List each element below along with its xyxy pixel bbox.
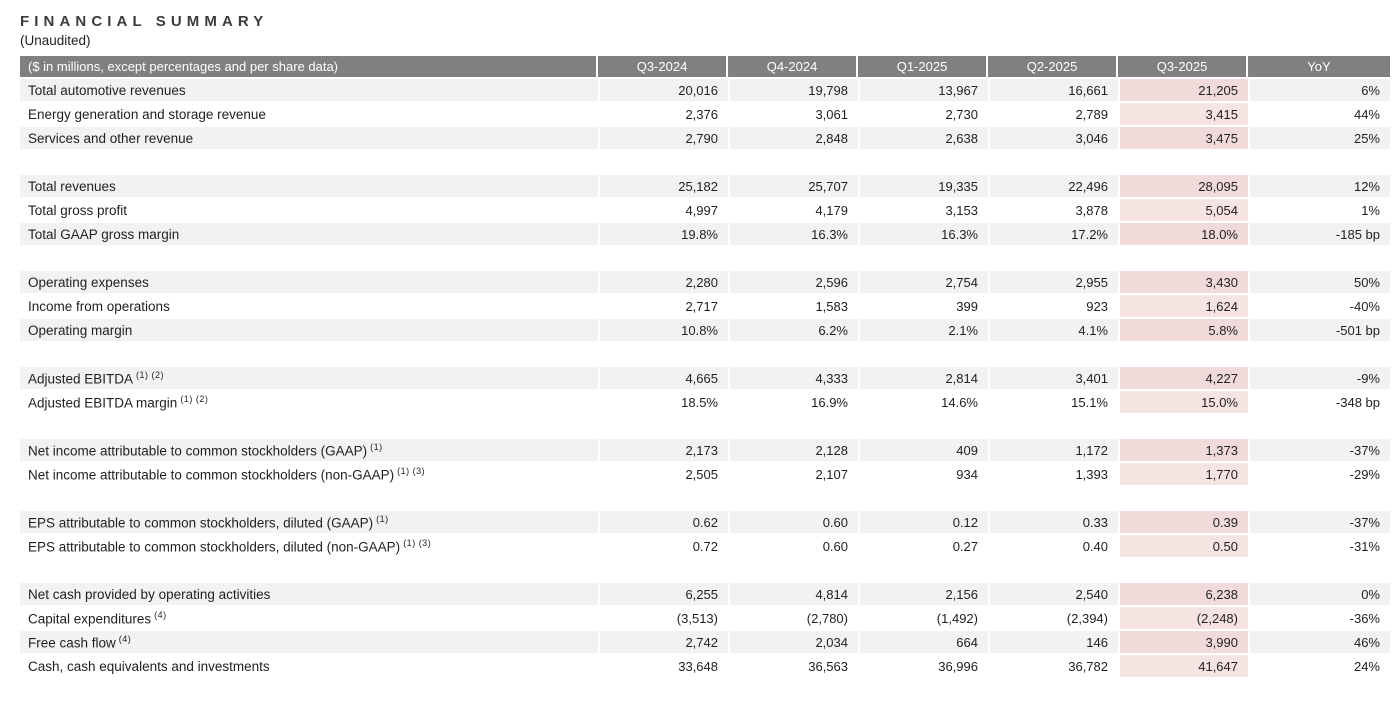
table-row <box>20 463 1390 487</box>
row-label: Net income attributable to common stockholders (non-GAAP) $^{(1) (3)}$ <box>20 463 598 487</box>
value-cell: 0.40 <box>988 535 1118 559</box>
footnote-reference: (1) (2) <box>136 369 165 380</box>
value-cell: 22,496 <box>988 175 1118 199</box>
value-cell: 2,173 <box>598 439 728 463</box>
yoy-value-cell: -40% <box>1248 295 1390 319</box>
financial-table-body <box>20 79 1390 679</box>
value-cell: 4,997 <box>598 199 728 223</box>
table-row <box>20 607 1390 631</box>
yoy-value-cell: -37% <box>1248 511 1390 535</box>
value-cell: 19.8% <box>598 223 728 247</box>
footnote-reference: (1) (3) <box>403 537 432 548</box>
value-cell: (3,513) <box>598 607 728 631</box>
value-cell: 0.27 <box>858 535 988 559</box>
value-cell: 1,172 <box>988 439 1118 463</box>
value-cell: 13,967 <box>858 79 988 103</box>
value-cell: 2,638 <box>858 127 988 151</box>
footnote-reference: (1) (2) <box>180 393 209 404</box>
value-cell: 934 <box>858 463 988 487</box>
page-subtitle: (Unaudited) <box>20 33 91 48</box>
value-cell: 409 <box>858 439 988 463</box>
value-cell: 19,335 <box>858 175 988 199</box>
value-cell: 3,430 <box>1118 271 1248 295</box>
value-cell: 2,717 <box>598 295 728 319</box>
yoy-value-cell: 24% <box>1248 655 1390 679</box>
value-cell: 2,034 <box>728 631 858 655</box>
row-label: Adjusted EBITDA $^{(1) (2)}$ <box>20 367 598 391</box>
row-label: EPS attributable to common stockholders, diluted (non-GAAP) $^{(1) (3)}$ <box>20 535 598 559</box>
row-label: Energy generation and storage revenue <box>20 103 598 127</box>
table-row <box>20 631 1390 655</box>
yoy-value-cell: 50% <box>1248 271 1390 295</box>
footnote-reference: (4) <box>154 609 167 620</box>
value-cell: 41,647 <box>1118 655 1248 679</box>
yoy-value-cell: -9% <box>1248 367 1390 391</box>
value-cell: 16.9% <box>728 391 858 415</box>
row-label: Net income attributable to common stockholders (GAAP) $^{(1)}$ <box>20 439 598 463</box>
table-row <box>20 295 1390 319</box>
value-cell: 923 <box>988 295 1118 319</box>
table-row <box>20 535 1390 559</box>
value-cell: 18.0% <box>1118 223 1248 247</box>
table-row <box>20 319 1390 343</box>
value-cell: 0.39 <box>1118 511 1248 535</box>
value-cell: (2,394) <box>988 607 1118 631</box>
row-label: Total automotive revenues <box>20 79 598 103</box>
value-cell: 2,156 <box>858 583 988 607</box>
value-cell: 1,583 <box>728 295 858 319</box>
value-cell: 3,878 <box>988 199 1118 223</box>
value-cell: 2,789 <box>988 103 1118 127</box>
header-col-q3-2025: Q3-2025 <box>1118 56 1248 79</box>
yoy-value-cell: -31% <box>1248 535 1390 559</box>
value-cell: 0.33 <box>988 511 1118 535</box>
value-cell: 4,333 <box>728 367 858 391</box>
value-cell: 2,540 <box>988 583 1118 607</box>
value-cell: 664 <box>858 631 988 655</box>
footnote-reference: (1) <box>370 441 383 452</box>
value-cell: 36,782 <box>988 655 1118 679</box>
group-spacer-row <box>20 343 1390 367</box>
table-row <box>20 367 1390 391</box>
value-cell: 2,848 <box>728 127 858 151</box>
row-label: Capital expenditures $^{(4)}$ <box>20 607 598 631</box>
yoy-value-cell: 44% <box>1248 103 1390 127</box>
row-label: Operating expenses <box>20 271 598 295</box>
row-label: Adjusted EBITDA margin $^{(1) (2)}$ <box>20 391 598 415</box>
value-cell: 6.2% <box>728 319 858 343</box>
value-cell: 1,393 <box>988 463 1118 487</box>
yoy-value-cell: -36% <box>1248 607 1390 631</box>
value-cell: 0.50 <box>1118 535 1248 559</box>
header-col-q1-2025: Q1-2025 <box>858 56 988 79</box>
value-cell: 2,128 <box>728 439 858 463</box>
value-cell: 16.3% <box>728 223 858 247</box>
row-label: EPS attributable to common stockholders, diluted (GAAP) $^{(1)}$ <box>20 511 598 535</box>
value-cell: 2,742 <box>598 631 728 655</box>
value-cell: 2,376 <box>598 103 728 127</box>
value-cell: 25,182 <box>598 175 728 199</box>
yoy-value-cell: -185 bp <box>1248 223 1390 247</box>
value-cell: 10.8% <box>598 319 728 343</box>
financial-summary-table <box>20 56 1390 679</box>
yoy-value-cell: 6% <box>1248 79 1390 103</box>
table-row <box>20 175 1390 199</box>
yoy-value-cell: 0% <box>1248 583 1390 607</box>
yoy-value-cell: 25% <box>1248 127 1390 151</box>
yoy-value-cell: 1% <box>1248 199 1390 223</box>
value-cell: 33,648 <box>598 655 728 679</box>
header-units-label: ($ in millions, except percentages and per share data) <box>20 56 598 79</box>
yoy-value-cell: -501 bp <box>1248 319 1390 343</box>
row-label: Operating margin <box>20 319 598 343</box>
value-cell: 1,770 <box>1118 463 1248 487</box>
value-cell: 1,373 <box>1118 439 1248 463</box>
table-row <box>20 103 1390 127</box>
value-cell: 3,046 <box>988 127 1118 151</box>
value-cell: 3,475 <box>1118 127 1248 151</box>
value-cell: (1,492) <box>858 607 988 631</box>
table-row <box>20 79 1390 103</box>
value-cell: 4,814 <box>728 583 858 607</box>
value-cell: 16,661 <box>988 79 1118 103</box>
yoy-value-cell: 12% <box>1248 175 1390 199</box>
value-cell: 2,790 <box>598 127 728 151</box>
value-cell: 2,107 <box>728 463 858 487</box>
value-cell: 1,624 <box>1118 295 1248 319</box>
header-col-q2-2025: Q2-2025 <box>988 56 1118 79</box>
value-cell: 36,996 <box>858 655 988 679</box>
row-label: Total GAAP gross margin <box>20 223 598 247</box>
table-row <box>20 199 1390 223</box>
group-spacer-row <box>20 151 1390 175</box>
value-cell: 36,563 <box>728 655 858 679</box>
value-cell: 0.62 <box>598 511 728 535</box>
table-row <box>20 511 1390 535</box>
value-cell: 2,754 <box>858 271 988 295</box>
table-row <box>20 271 1390 295</box>
table-row <box>20 655 1390 679</box>
yoy-value-cell: -348 bp <box>1248 391 1390 415</box>
yoy-value-cell: -37% <box>1248 439 1390 463</box>
table-row <box>20 127 1390 151</box>
value-cell: 399 <box>858 295 988 319</box>
value-cell: 3,990 <box>1118 631 1248 655</box>
group-spacer-row <box>20 415 1390 439</box>
table-row <box>20 583 1390 607</box>
value-cell: 2,280 <box>598 271 728 295</box>
value-cell: 3,401 <box>988 367 1118 391</box>
value-cell: 4,227 <box>1118 367 1248 391</box>
value-cell: 16.3% <box>858 223 988 247</box>
table-row <box>20 223 1390 247</box>
value-cell: 2,505 <box>598 463 728 487</box>
value-cell: 146 <box>988 631 1118 655</box>
value-cell: 0.60 <box>728 535 858 559</box>
value-cell: (2,780) <box>728 607 858 631</box>
group-spacer-row <box>20 559 1390 583</box>
header-col-q4-2024: Q4-2024 <box>728 56 858 79</box>
value-cell: 2,955 <box>988 271 1118 295</box>
value-cell: 14.6% <box>858 391 988 415</box>
value-cell: 15.0% <box>1118 391 1248 415</box>
value-cell: 3,415 <box>1118 103 1248 127</box>
group-spacer-row <box>20 487 1390 511</box>
value-cell: 21,205 <box>1118 79 1248 103</box>
table-row <box>20 439 1390 463</box>
value-cell: 5.8% <box>1118 319 1248 343</box>
table-row <box>20 391 1390 415</box>
row-label: Net cash provided by operating activities <box>20 583 598 607</box>
table-header-row <box>20 56 1390 79</box>
page-title: FINANCIAL SUMMARY <box>20 13 269 30</box>
value-cell: 0.72 <box>598 535 728 559</box>
value-cell: 25,707 <box>728 175 858 199</box>
row-label: Services and other revenue <box>20 127 598 151</box>
value-cell: 18.5% <box>598 391 728 415</box>
value-cell: 4,179 <box>728 199 858 223</box>
group-spacer-row <box>20 247 1390 271</box>
row-label: Free cash flow $^{(4)}$ <box>20 631 598 655</box>
value-cell: 4.1% <box>988 319 1118 343</box>
footnote-reference: (1) (3) <box>397 465 426 476</box>
value-cell: 19,798 <box>728 79 858 103</box>
yoy-value-cell: -29% <box>1248 463 1390 487</box>
value-cell: (2,248) <box>1118 607 1248 631</box>
value-cell: 2,596 <box>728 271 858 295</box>
value-cell: 6,238 <box>1118 583 1248 607</box>
footnote-reference: (1) <box>376 513 389 524</box>
value-cell: 6,255 <box>598 583 728 607</box>
value-cell: 3,061 <box>728 103 858 127</box>
value-cell: 3,153 <box>858 199 988 223</box>
footnote-reference: (4) <box>118 633 132 644</box>
value-cell: 2,730 <box>858 103 988 127</box>
header-col-q3-2024: Q3-2024 <box>598 56 728 79</box>
row-label: Total gross profit <box>20 199 598 223</box>
value-cell: 2,814 <box>858 367 988 391</box>
value-cell: 0.12 <box>858 511 988 535</box>
value-cell: 20,016 <box>598 79 728 103</box>
value-cell: 15.1% <box>988 391 1118 415</box>
value-cell: 28,095 <box>1118 175 1248 199</box>
value-cell: 5,054 <box>1118 199 1248 223</box>
row-label: Cash, cash equivalents and investments <box>20 655 598 679</box>
value-cell: 4,665 <box>598 367 728 391</box>
yoy-value-cell: 46% <box>1248 631 1390 655</box>
value-cell: 2.1% <box>858 319 988 343</box>
value-cell: 17.2% <box>988 223 1118 247</box>
header-col-yoy: YoY <box>1248 56 1390 79</box>
row-label: Total revenues <box>20 175 598 199</box>
row-label: Income from operations <box>20 295 598 319</box>
value-cell: 0.60 <box>728 511 858 535</box>
